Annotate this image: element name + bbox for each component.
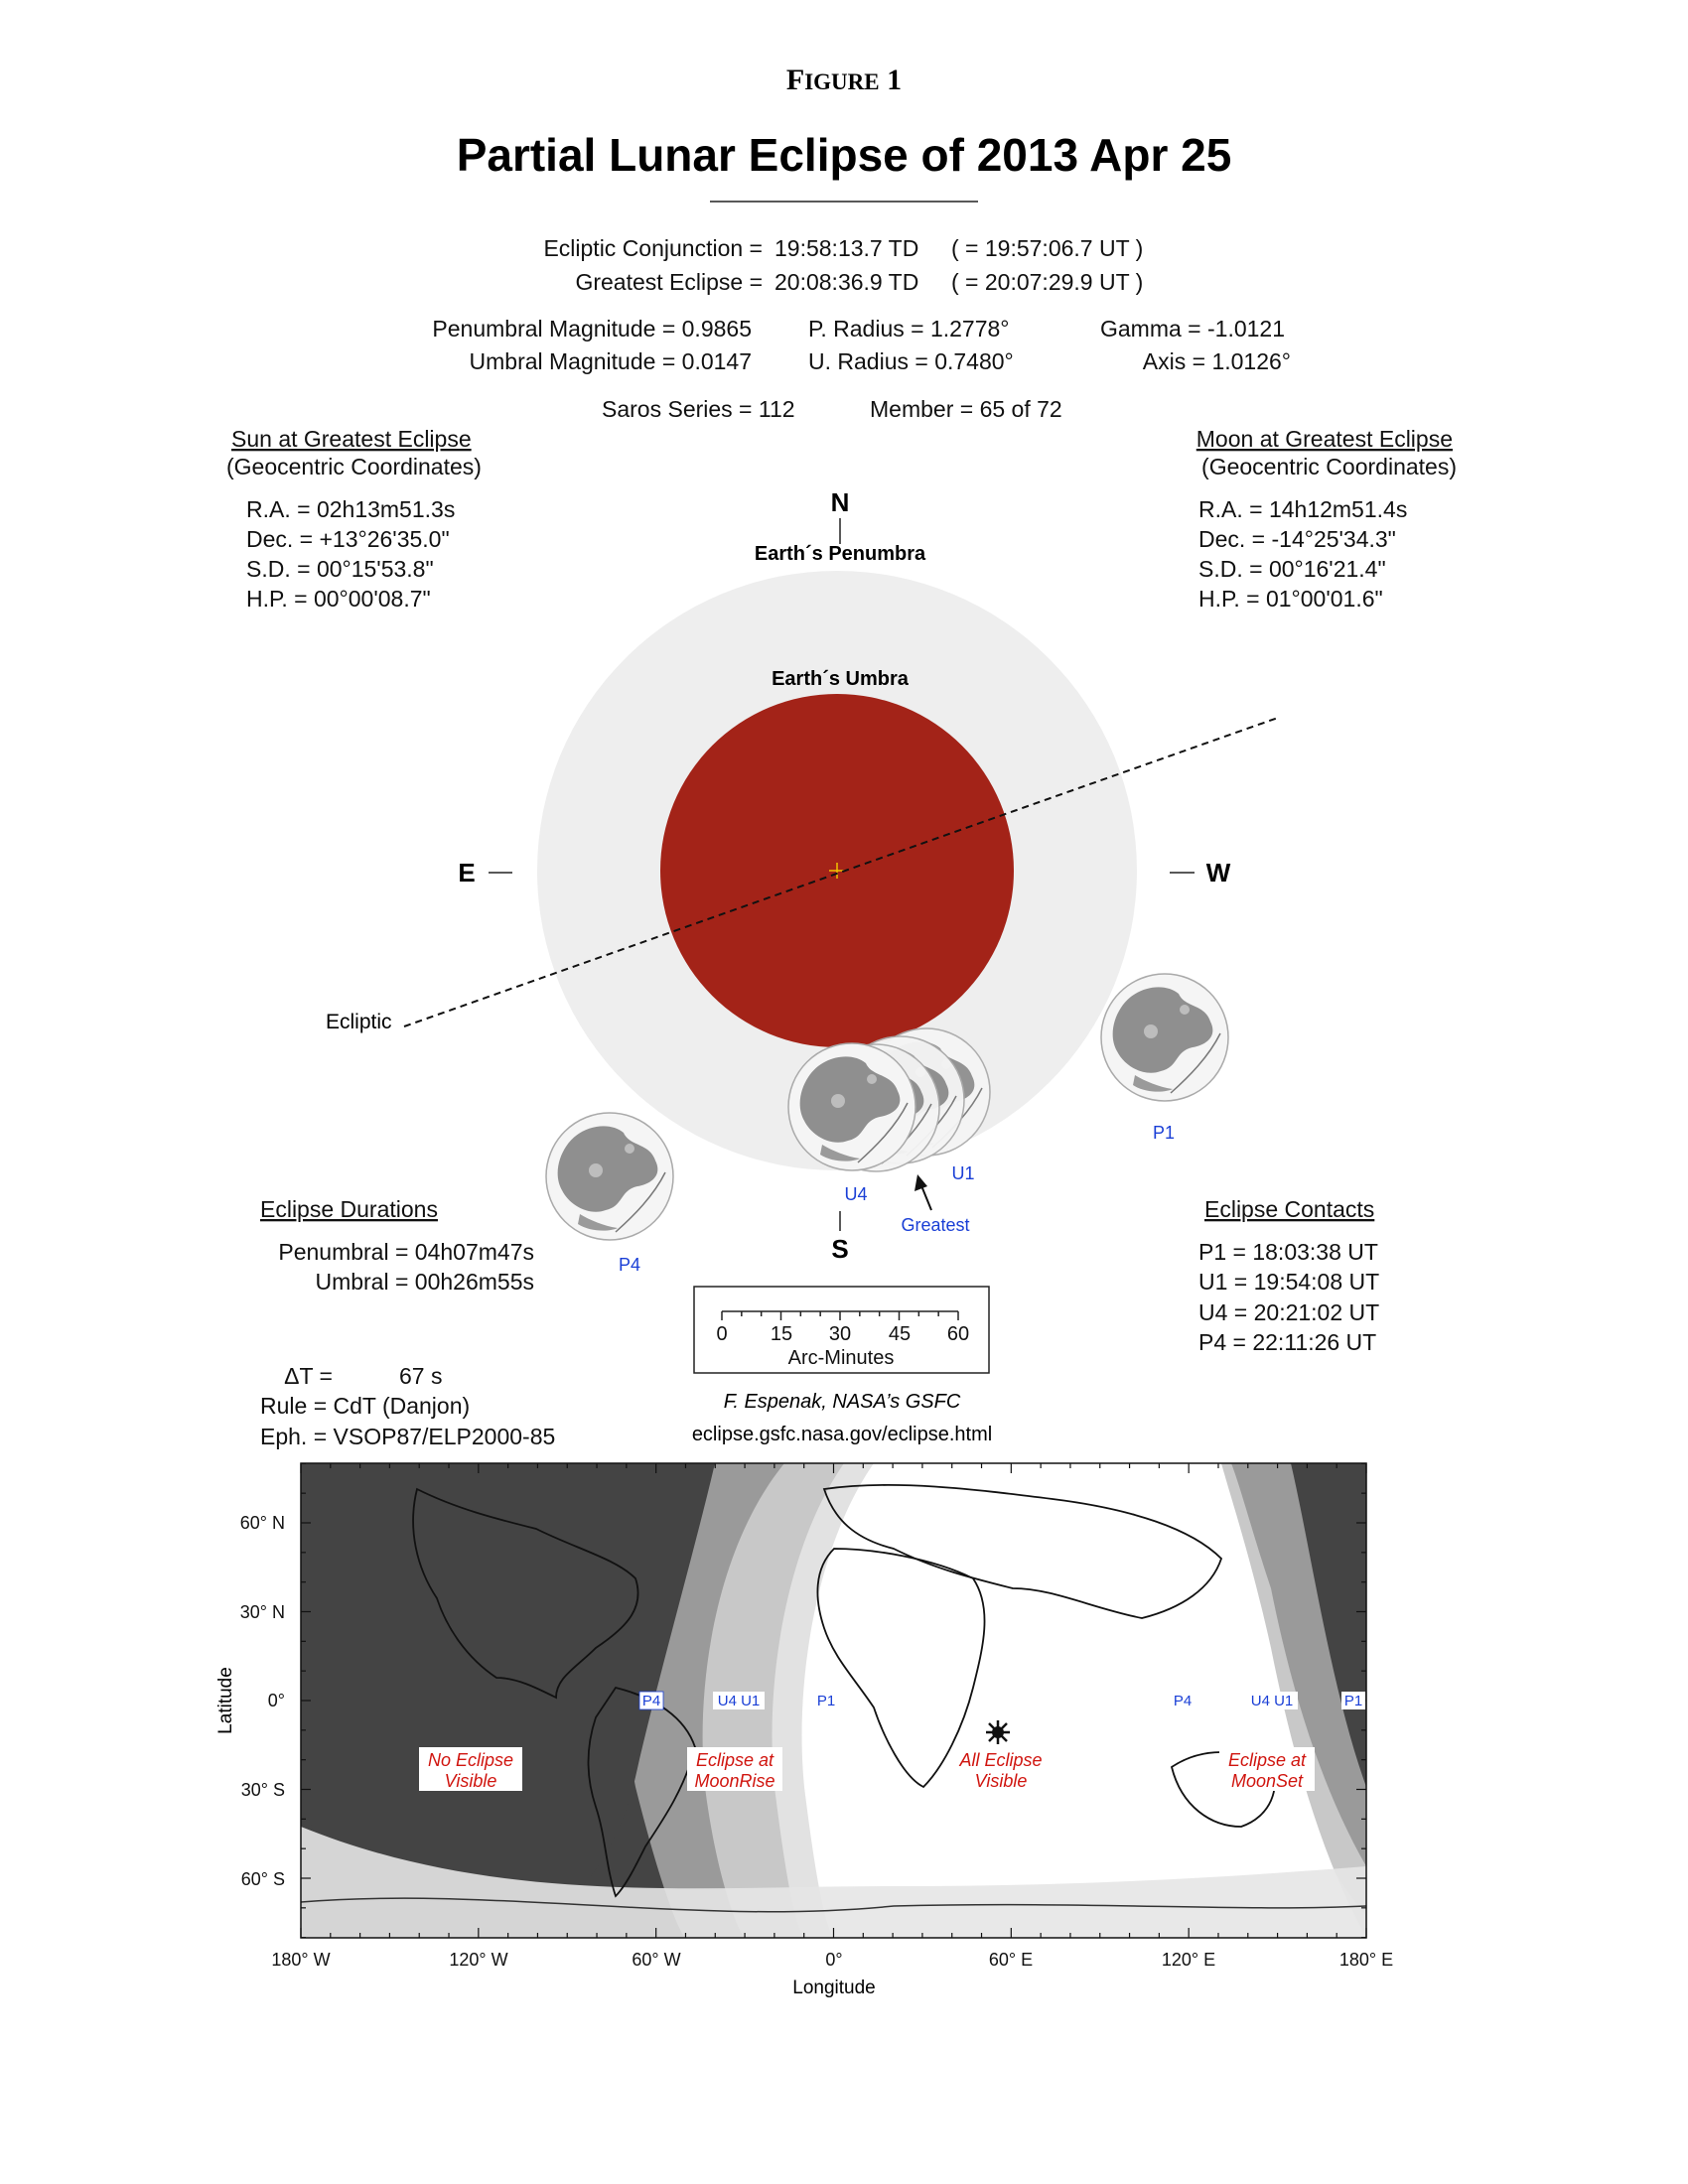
ecliptic-label: Ecliptic xyxy=(326,1011,392,1033)
moon-at-u4 xyxy=(788,1043,915,1170)
contact-p4: P4 = 22:11:26 UT xyxy=(1198,1329,1377,1355)
misc-info xyxy=(260,1363,555,1449)
page-title: Partial Lunar Eclipse of 2013 Apr 25 xyxy=(456,129,1232,181)
map-xlabel: Longitude xyxy=(792,1978,876,1998)
moon-heading: Moon at Greatest Eclipse xyxy=(1196,426,1453,452)
ytick-30s: 30° S xyxy=(240,1780,285,1800)
zone-moonset-line1: Eclipse at xyxy=(1227,1750,1307,1770)
zone-no-eclipse-line1: No Eclipse xyxy=(427,1750,514,1770)
sun-ra: R.A. = 02h13m51.3s xyxy=(246,496,456,522)
conjunction-label: Ecliptic Conjunction = xyxy=(543,235,763,261)
moon-hp: H.P. = 01°00'01.6" xyxy=(1198,586,1383,612)
ytick-60n: 60° N xyxy=(239,1513,285,1533)
south-label: S xyxy=(831,1234,849,1264)
ytick-60s: 60° S xyxy=(240,1869,285,1889)
map-mark-p1-east: P1 xyxy=(1343,1693,1363,1709)
umbra-label: Earth´s Umbra xyxy=(772,668,909,690)
greatest-td: 20:08:36.9 TD xyxy=(774,269,919,295)
scale-tick-60: 60 xyxy=(946,1323,970,1345)
saros-series: Saros Series = 112 xyxy=(602,396,795,422)
scale-tick-45: 45 xyxy=(888,1323,912,1345)
umbral-magnitude: Umbral Magnitude = 0.0147 xyxy=(469,348,752,374)
moon-dec: Dec. = -14°25'34.3" xyxy=(1198,526,1396,552)
map-mark-u4u1-west: U4 U1 xyxy=(717,1693,761,1709)
penumbral-magnitude: Penumbral Magnitude = 0.9865 xyxy=(432,316,752,341)
contact-p1: P1 = 18:03:38 UT xyxy=(1198,1239,1378,1265)
map-ylabel: Latitude xyxy=(215,1667,236,1734)
map-mark-p4-west: P4 xyxy=(641,1693,661,1709)
moon-at-p1 xyxy=(1101,974,1228,1101)
greatest-label: Greatest Eclipse = xyxy=(575,269,763,295)
penumbral-duration: Penumbral = 04h07m47s xyxy=(278,1239,534,1265)
rule: Rule = CdT (Danjon) xyxy=(260,1393,471,1419)
p1-label: P1 xyxy=(1152,1123,1176,1143)
zone-moonrise-line1: Eclipse at xyxy=(695,1750,774,1770)
contacts-heading: Eclipse Contacts xyxy=(1204,1196,1375,1222)
delta-t-label: ΔT = xyxy=(284,1363,333,1389)
north-label: N xyxy=(830,487,850,517)
delta-t-value: 67 s xyxy=(399,1363,443,1389)
scale-tick-30: 30 xyxy=(828,1323,852,1345)
umbral-duration: Umbral = 00h26m55s xyxy=(315,1269,534,1295)
xtick-60e: 60° E xyxy=(988,1950,1034,1970)
moon-ra: R.A. = 14h12m51.4s xyxy=(1198,496,1408,522)
axis: Axis = 1.0126° xyxy=(1142,348,1291,374)
xtick-60w: 60° W xyxy=(632,1950,681,1970)
shadow-diagram xyxy=(326,487,1278,1275)
eclipse-contacts xyxy=(1198,1196,1379,1355)
greatest-label: Greatest xyxy=(901,1215,970,1235)
contact-u1: U1 = 19:54:08 UT xyxy=(1198,1269,1380,1295)
figure-label: FIGURE 1 xyxy=(785,64,903,96)
umbral-radius: U. Radius = 0.7480° xyxy=(808,348,1014,374)
xtick-120w: 120° W xyxy=(449,1950,508,1970)
ytick-30n: 30° N xyxy=(239,1602,285,1622)
sun-sd: S.D. = 00°15'53.8" xyxy=(246,556,434,582)
sun-heading: Sun at Greatest Eclipse xyxy=(231,426,472,452)
credit: F. Espenak, NASA’s GSFC xyxy=(723,1391,961,1413)
zone-all-visible-line2: Visible xyxy=(974,1771,1028,1791)
zone-all-visible-line1: All Eclipse xyxy=(959,1750,1043,1770)
map-mark-p1-west: P1 xyxy=(816,1693,836,1709)
conjunction-ut: ( = 19:57:06.7 UT ) xyxy=(951,235,1144,261)
xtick-180w: 180° W xyxy=(271,1950,331,1970)
arc-minute-scale xyxy=(694,1287,989,1373)
xtick-180e: 180° E xyxy=(1338,1950,1394,1970)
saros-member: Member = 65 of 72 xyxy=(870,396,1062,422)
ytick-0: 0° xyxy=(267,1691,285,1710)
scale-tick-0: 0 xyxy=(716,1323,728,1345)
eclipse-circumstances xyxy=(432,235,1291,422)
east-label: E xyxy=(458,858,476,887)
xtick-120e: 120° E xyxy=(1161,1950,1216,1970)
visibility-map xyxy=(215,1463,1393,1998)
p4-label: P4 xyxy=(618,1255,641,1275)
moon-coordinates xyxy=(1196,426,1457,612)
map-mark-p4-east: P4 xyxy=(1173,1693,1193,1709)
xtick-0: 0° xyxy=(825,1950,843,1970)
ephemeris: Eph. = VSOP87/ELP2000-85 xyxy=(260,1424,556,1449)
moon-subheading: (Geocentric Coordinates) xyxy=(1201,454,1457,479)
penumbral-radius: P. Radius = 1.2778° xyxy=(808,316,1010,341)
sun-coordinates xyxy=(226,426,482,612)
west-label: W xyxy=(1205,858,1231,887)
scale-tick-15: 15 xyxy=(770,1323,793,1345)
gamma: Gamma = -1.0121 xyxy=(1099,316,1285,341)
penumbra-label: Earth´s Penumbra xyxy=(754,543,926,565)
sun-dec: Dec. = +13°26'35.0" xyxy=(246,526,450,552)
u1-label: U1 xyxy=(951,1163,975,1183)
sun-hp: H.P. = 00°00'08.7" xyxy=(246,586,431,612)
map-mark-u4u1-east: U4 U1 xyxy=(1250,1693,1294,1709)
eclipse-durations xyxy=(260,1196,534,1295)
u4-label: U4 xyxy=(844,1184,868,1204)
greatest-ut: ( = 20:07:29.9 UT ) xyxy=(951,269,1144,295)
zone-no-eclipse-line2: Visible xyxy=(444,1771,497,1791)
sublunar-point-icon xyxy=(986,1720,1010,1744)
scale-label: Arc-Minutes xyxy=(787,1347,895,1369)
contact-u4: U4 = 20:21:02 UT xyxy=(1198,1299,1380,1325)
sun-subheading: (Geocentric Coordinates) xyxy=(226,454,482,479)
conjunction-td: 19:58:13.7 TD xyxy=(774,235,919,261)
zone-moonset-line2: MoonSet xyxy=(1230,1771,1304,1791)
durations-heading: Eclipse Durations xyxy=(260,1196,438,1222)
zone-moonrise-line2: MoonRise xyxy=(694,1771,775,1791)
source-url: eclipse.gsfc.nasa.gov/eclipse.html xyxy=(691,1424,993,1445)
moon-at-p4 xyxy=(546,1113,673,1240)
moon-sd: S.D. = 00°16'21.4" xyxy=(1198,556,1386,582)
